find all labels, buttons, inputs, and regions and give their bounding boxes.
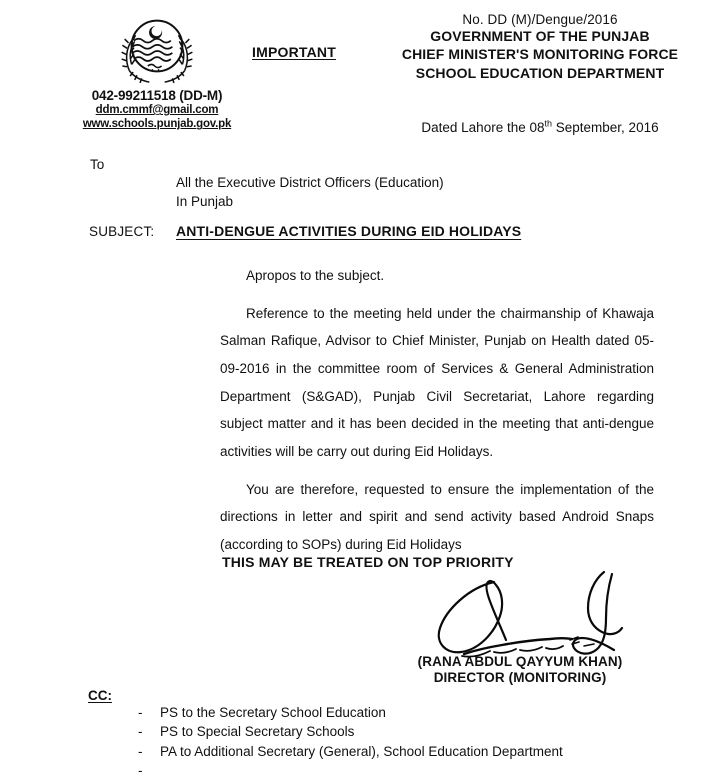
organization-line-3: SCHOOL EDUCATION DEPARTMENT — [415, 64, 665, 81]
letterhead-website: www.schools.punjab.gov.pk — [82, 118, 232, 131]
cc-label: CC: — [88, 688, 112, 703]
dated-line — [370, 120, 710, 135]
signer-name: (RANA ABDUL QAYYUM KHAN) — [417, 654, 623, 669]
reference-number: No. DD (M)/Dengue/2016 — [462, 12, 618, 27]
dated-prefix: Dated Lahore the 08 — [421, 120, 545, 135]
organization-line-1: GOVERNMENT OF THE PUNJAB — [430, 28, 650, 44]
handwritten-signature-icon — [398, 568, 628, 668]
cc-dash: - — [138, 724, 143, 740]
addressee-line-1: All the Executive District Officers (Education) — [176, 175, 444, 190]
signature-area — [398, 568, 628, 668]
letterhead-email: ddm.cmmf@gmail.com — [95, 104, 219, 116]
cc-dash: - — [138, 743, 143, 759]
cc-item-text: PS to Special Secretary Schools — [160, 724, 355, 740]
priority-note: THIS MAY BE TREATED ON TOP PRIORITY — [222, 554, 514, 570]
body-paragraph-2: Reference to the meeting held under the chairmanship of Khawaja Salman Rafique, Advisor to Chief Minister, Punjab on Health dated 05-09-2016 in the committee room of Services & General Administration Department (S&GAD), Punjab Civil Secretariat, Lahore regarding subject matter and it has been decided in the meeting that anti-dengue activities will be carry out during Eid Holidays. — [220, 305, 654, 460]
addressee-block — [176, 173, 444, 211]
government-of-punjab-emblem-icon — [118, 6, 196, 86]
dated-ordinal: th — [544, 118, 553, 129]
cc-list-item — [138, 742, 563, 761]
subject-text: ANTI-DENGUE ACTIVITIES DURING EID HOLIDAYS — [176, 223, 522, 239]
letterhead-phone: 042-99211518 (DD-M) — [91, 88, 223, 103]
organization-line-2: CHIEF MINISTER'S MONITORING FORCE — [401, 46, 679, 63]
cc-dash: - — [138, 705, 143, 720]
letter-body — [220, 262, 654, 569]
cc-list-item — [138, 722, 563, 741]
signer-designation: DIRECTOR (MONITORING) — [433, 670, 607, 685]
cc-item-text: PS to the Secretary School Education — [160, 705, 386, 720]
cc-list — [138, 703, 563, 781]
dated-suffix: September, 2016 — [552, 120, 659, 135]
important-label: IMPORTANT — [252, 44, 336, 60]
letterhead-right — [370, 12, 710, 82]
cc-dash: - — [138, 763, 143, 779]
to-label: To — [90, 157, 105, 172]
cc-list-item — [138, 703, 563, 722]
cc-list-item — [138, 761, 563, 780]
cc-item-text: PA to Additional Secretary (General), School Education Department — [160, 743, 563, 759]
subject-label: SUBJECT: — [89, 224, 155, 239]
body-paragraph-3: You are therefore, requested to ensure the implementation of the directions in letter and spirit and send activity based Android Snaps (according to SOPs) during Eid Holidays — [220, 481, 654, 553]
letterhead-left — [62, 6, 252, 132]
body-paragraph-1: Apropos to the subject. — [246, 268, 385, 283]
addressee-line-2: In Punjab — [176, 194, 234, 210]
